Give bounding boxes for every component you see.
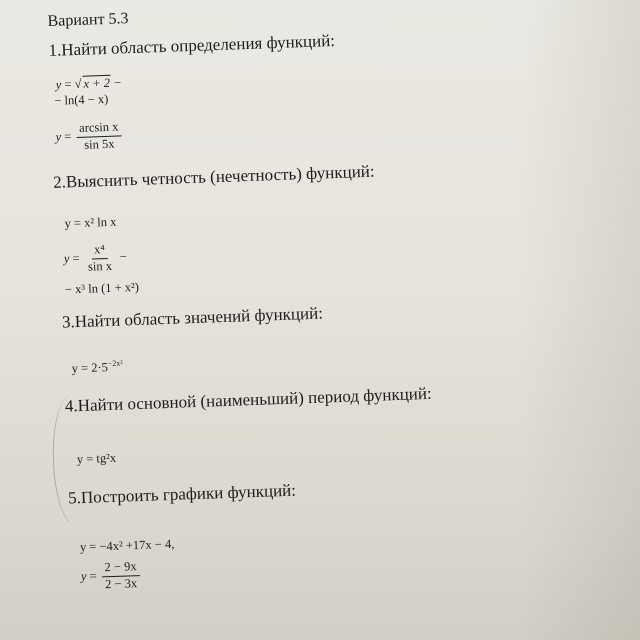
task-5-title: 5.Построить графики функций: bbox=[67, 480, 297, 508]
task-3-formula-a: $y = 2\cdot 5^{-2x^2}$ bbox=[71, 358, 123, 376]
task-4-title: 4.Найти основной (наименьший) период функций: bbox=[64, 383, 432, 416]
variant-title: Вариант 5.3 bbox=[47, 10, 129, 30]
task-2-title: 2.Выяснить четность (нечетность) функций: bbox=[52, 161, 375, 192]
task-2-formula-b-line-1: y = $\frac{\text{x⁴}}{\text{sin x}}$ − bbox=[63, 242, 128, 274]
task-1-formula-b: y = $\frac{\text{arcsin x}}{\sin 5x}$ bbox=[55, 120, 124, 153]
task-4-formula-a: y = tg²x bbox=[76, 450, 117, 467]
task-2-formula-b-line-2: − x³ ln (1 + x²) bbox=[64, 279, 140, 297]
task-3-title: 3.Найти область значений функций: bbox=[61, 303, 324, 332]
task-5-formula-a: y = −4x² +17x − 4, bbox=[79, 536, 175, 555]
task-5-formula-b: y = $\frac{2 - 9x}{2 - 3x}$ bbox=[80, 560, 142, 593]
paper-fold-mark bbox=[51, 395, 97, 526]
task-1-formula-a-line-2: − ln(4 − x) bbox=[54, 91, 109, 108]
task-1-title: 1.Найти область определения функций: bbox=[48, 30, 336, 60]
task-1-formula-a-line-1: y = √ x + 2 − bbox=[55, 75, 122, 92]
task-2-formula-a: y = x² ln x bbox=[64, 214, 117, 231]
